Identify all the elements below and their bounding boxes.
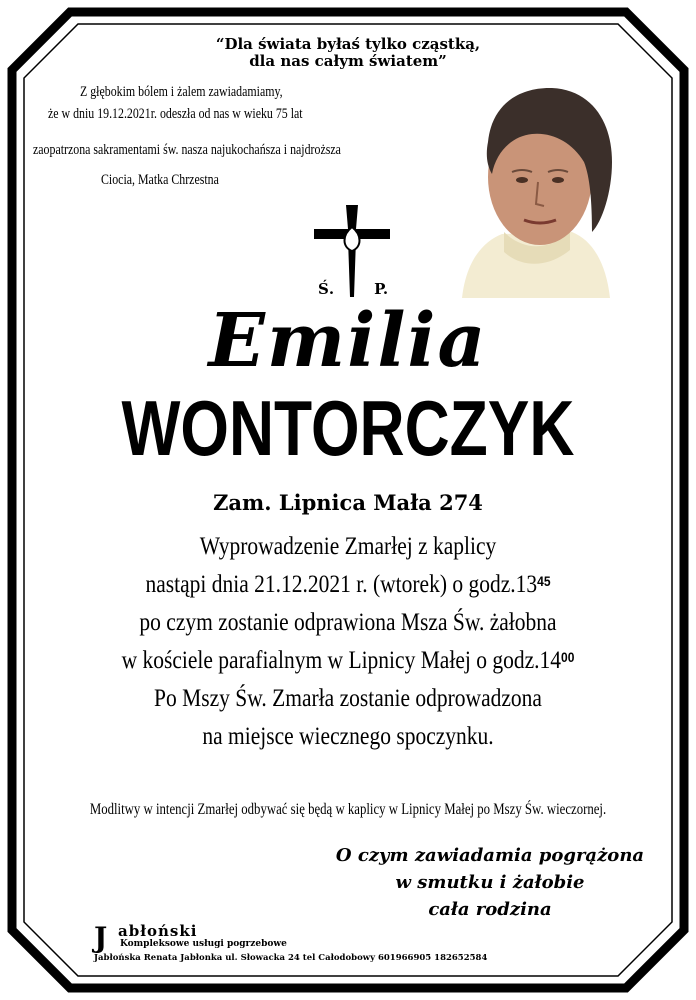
quote-line-2: dla nas całym światem” (249, 52, 447, 70)
deceased-surname: WONTORCZYK (121, 384, 575, 472)
portrait-photo (452, 82, 612, 298)
funeral-home-subtitle: Kompleksowe usługi pogrzebowe (120, 939, 287, 949)
announcement-line-4: w kościele parafialnym w Lipnicy Małej o $godz.14^{00}$ (121, 647, 575, 674)
prayer-note: Modlitwy w intencji Zmarłej odbywać się będą w kaplicy w Lipnicy Małej po Mszy Św. wieczornej. (89, 801, 607, 818)
intro-line-1: Z głębokim bólem i żalem zawiadamiamy, (80, 84, 283, 100)
announcement-line-3: po czym zostanie odprawiona Msza Św. żałobna (139, 609, 557, 636)
announcement-line-2: nastąpi dnia 21.12.2021 r. (wtorek) o $godz.13^{45}$ (145, 571, 551, 598)
intro-line-2: że w dniu 19.12.2021r. odeszła od nas w wieku 75 lat (48, 106, 303, 122)
funeral-home-contact: Jabłońska Renata Jabłonka ul. Słowacka 24 tel Całodobowy 601966905 182652584 (94, 953, 488, 963)
deceased-first-name: Emilia (208, 298, 488, 384)
time-superscript-1: 45 (537, 573, 551, 589)
closing-line-1: O czym zawiadamia pogrążona (335, 845, 645, 866)
intro-line-4: Ciocia, Matka Chrzestna (101, 172, 219, 188)
closing-line-2: w smutku i żałobie (395, 872, 585, 893)
announcement-line-1: Wyprowadzenie Zmarłej z kaplicy (199, 533, 497, 560)
sp-s: Ś. (318, 280, 335, 298)
sp-abbreviation (318, 280, 388, 298)
closing-line-3: cała rodzina (428, 899, 552, 920)
closing-signature (300, 842, 680, 923)
announcement-line-6: na miejsce wiecznego spoczynku. (202, 723, 494, 750)
sp-p: P. (374, 280, 389, 298)
funeral-home-logo-initial: J (94, 921, 108, 954)
funeral-home-logo-name: abłoński (118, 922, 198, 940)
time-superscript-2: 00 (561, 649, 575, 665)
deceased-address: Zam. Lipnica Mała 274 (213, 490, 483, 515)
announcement-line-5: Po Mszy Św. Zmarła zostanie odprowadzona (154, 685, 542, 712)
announcement-paragraph (0, 528, 696, 756)
quote-line-1: “Dla świata byłaś tylko cząstką, (215, 35, 481, 53)
intro-line-3: zaopatrzona sakramentami św. nasza najukochańsza i najdroższa (33, 142, 341, 158)
